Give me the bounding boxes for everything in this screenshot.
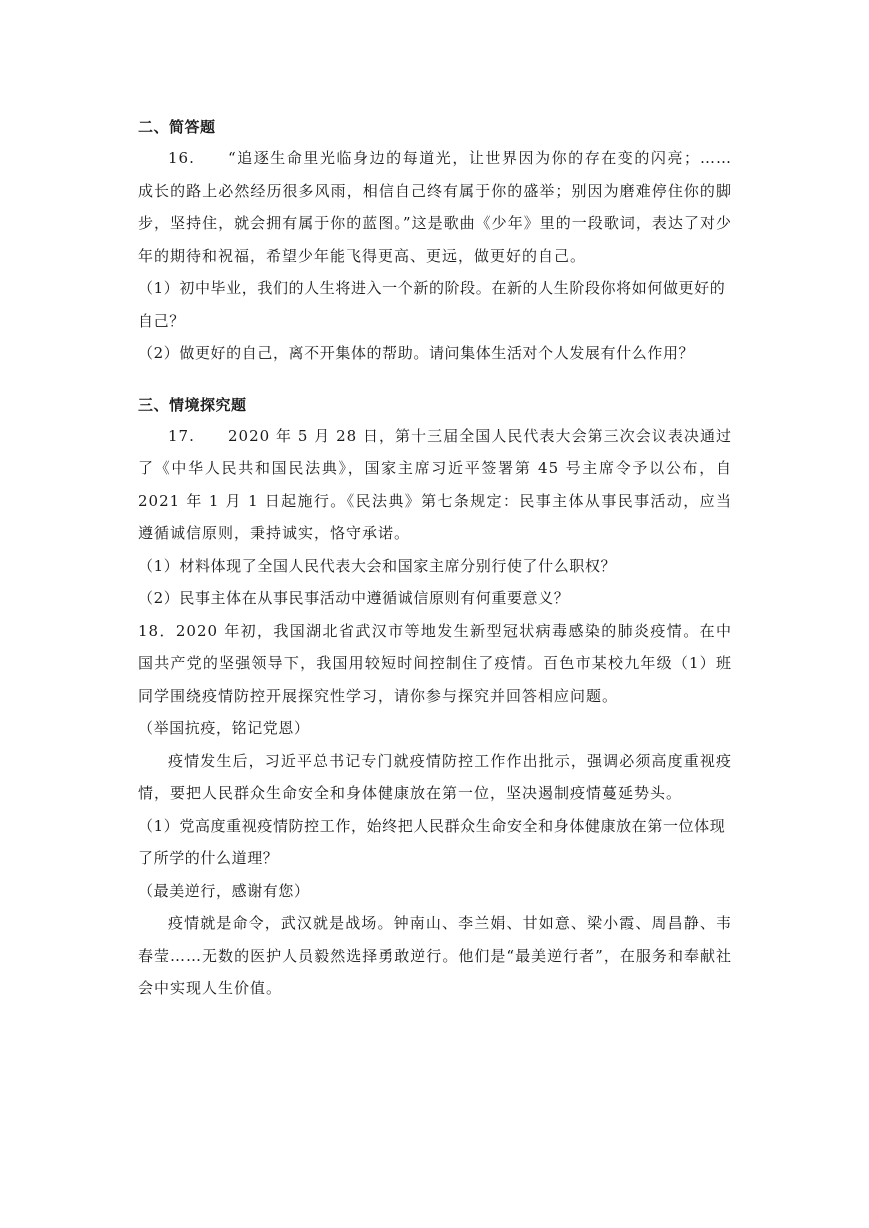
question-16-sub-1: （1）初中毕业，我们的人生将进入一个新的阶段。在新的人生阶段你将如何做更好的自己？ [138,279,726,330]
question-17-number: 17. [168,426,195,445]
question-17-text: 2020 年 5 月 28 日，第十三届全国人民代表大会第三次会议表决通过了《中华人民共和国民法典》，国家主席习近平签署第 45 号主席令予以公布，自 2021 年 1 月 1 日起施行。《民法典》第七条规定：民事主体从事民事活动，应当遵循诚信原则，秉持诚实，恪守承诺。 [138,426,732,542]
section-heading-short-answer: 二、简答题 [138,118,216,136]
question-16-text: “追逐生命里光临身边的每道光，让世界因为你的存在变的闪亮；……成长的路上必然经历很多风雨，相信自己终有属于你的盛举；别因为磨难停住你的脚步，坚持住，就会拥有属于你的蓝图。”这是歌曲《少年》里的一段歌词，表达了对少年的期待和祝福，希望少年能飞得更高、更远，做更好的自己。 [138,149,732,265]
question-18-part-2-title: （最美逆行，感谢有您） [138,881,310,900]
question-18-stem: 18．2020 年初，我国湖北省武汉市等地发生新型冠状病毒感染的肺炎疫情。在中国共产党的坚强领导下，我国用较短时间控制住了疫情。百色市某校九年级（1）班同学围绕疫情防控开展探究性学习，请你参与探究并回答相应问题。 [138,621,732,705]
question-18-part-1-text: 疫情发生后，习近平总书记专门就疫情防控工作作出批示，强调必须高度重视疫情，要把人民群众生命安全和身体健康放在第一位，坚决遏制疫情蔓延势头。 [138,751,732,802]
question-17-sub-1: （1）材料体现了全国人民代表大会和国家主席分别行使了什么职权？ [138,556,617,575]
document-content [138,112,732,1005]
question-16-number: 16. [168,149,195,167]
question-16-sub-2: （2）做更好的自己，离不开集体的帮助。请问集体生活对个人发展有什么作用？ [138,344,695,362]
question-16-stem [138,142,732,272]
question-18-part-1-question: （1）党高度重视疫情防控工作，始终把人民群众生命安全和身体健康放在第一位体现了所学的什么道理？ [138,816,726,867]
question-18-part-2-text: 疫情就是命令，武汉就是战场。钟南山、李兰娟、甘如意、梁小霞、周昌静、韦春莹……无数的医护人员毅然选择勇敢逆行。他们是“最美逆行者”，在服务和奉献社会中实现人生价值。 [138,914,732,997]
section-spacer [138,370,732,390]
question-18-part-1-title: （举国抗疫，铭记党恩） [138,719,310,737]
page-crop-edge [0,1050,869,1228]
question-17-stem [138,420,732,550]
question-17-sub-2: （2）民事主体在从事民事活动中遵循诚信原则有何重要意义？ [138,589,570,607]
section-heading-scenario: 三、情境探究题 [138,395,247,414]
